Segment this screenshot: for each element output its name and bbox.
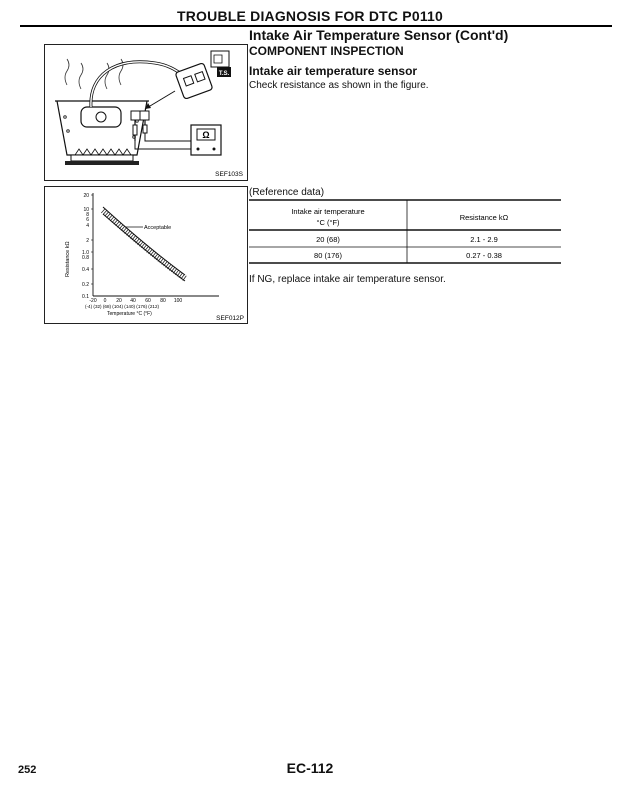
resistance-graph-figure [44, 186, 248, 324]
x-tick: 0 [103, 298, 107, 304]
y-axis-ticks [82, 193, 93, 300]
table-cell-temp: 80 (176) [314, 251, 342, 260]
col1-header-line2: °C (°F) [316, 218, 340, 227]
y-tick: 1.0 [82, 250, 89, 256]
x-tick: 40 [130, 298, 136, 304]
page-header-title: TROUBLE DIAGNOSIS FOR DTC P0110 [176, 8, 444, 24]
x-tick: 80 [160, 298, 166, 304]
table-cell-temp: 20 (68) [316, 235, 340, 244]
instruction-text: Check resistance as shown in the figure. [249, 80, 429, 91]
sensor-heading: Intake air temperature sensor [249, 64, 418, 78]
y-tick: 10 [83, 207, 89, 213]
acceptable-label: Acceptable [144, 225, 172, 231]
y-tick: 20 [83, 193, 89, 199]
y-tick: 6 [86, 217, 89, 223]
sensor-test-illustration [45, 45, 247, 180]
x-tick: 20 [116, 298, 122, 304]
figure2-code: SEF012P [216, 315, 244, 322]
reference-table [249, 199, 561, 265]
x-tick: -20 [89, 298, 97, 304]
ng-note: If NG, replace intake air temperature sensor. [249, 274, 446, 285]
graph-ylabel: Resistance kΩ [65, 241, 71, 277]
acceptable-band [103, 207, 185, 281]
page-code: EC-112 [286, 760, 334, 776]
graph-xlabel: Temperature °C (°F) [107, 311, 152, 317]
y-tick: 8 [86, 212, 89, 218]
x-tick: 100 [173, 298, 183, 304]
ohm-symbol: Ω [202, 130, 210, 140]
x-tick: 60 [145, 298, 151, 304]
reference-table-grid [249, 199, 561, 265]
y-tick: 0.2 [82, 282, 89, 288]
table-cell-resistance: 0.27 - 0.38 [466, 251, 502, 260]
table-cell-resistance: 2.1 - 2.9 [470, 235, 498, 244]
col2-header: Resistance kΩ [459, 213, 509, 222]
y-tick: 0.1 [82, 294, 89, 300]
y-tick: 2 [86, 238, 89, 244]
ts-badge-label: T.S. [218, 71, 230, 77]
section-subtitle: COMPONENT INSPECTION [249, 44, 404, 58]
figure1-code: SEF103S [215, 171, 243, 178]
col1-header-line1: Intake air temperature [291, 207, 365, 216]
sensor-test-figure [44, 44, 248, 181]
reference-heading: (Reference data) [249, 187, 325, 198]
y-tick: 0.4 [82, 267, 89, 273]
section-title: Intake Air Temperature Sensor (Cont'd) [249, 27, 509, 43]
page-number: 252 [18, 764, 37, 776]
y-tick: 4 [86, 223, 89, 229]
resistance-graph [45, 187, 247, 323]
y-tick: 0.8 [82, 255, 89, 261]
x-ticks-fahrenheit: (-4) (32) (68) (104) (140) (176) (212) [85, 304, 160, 309]
